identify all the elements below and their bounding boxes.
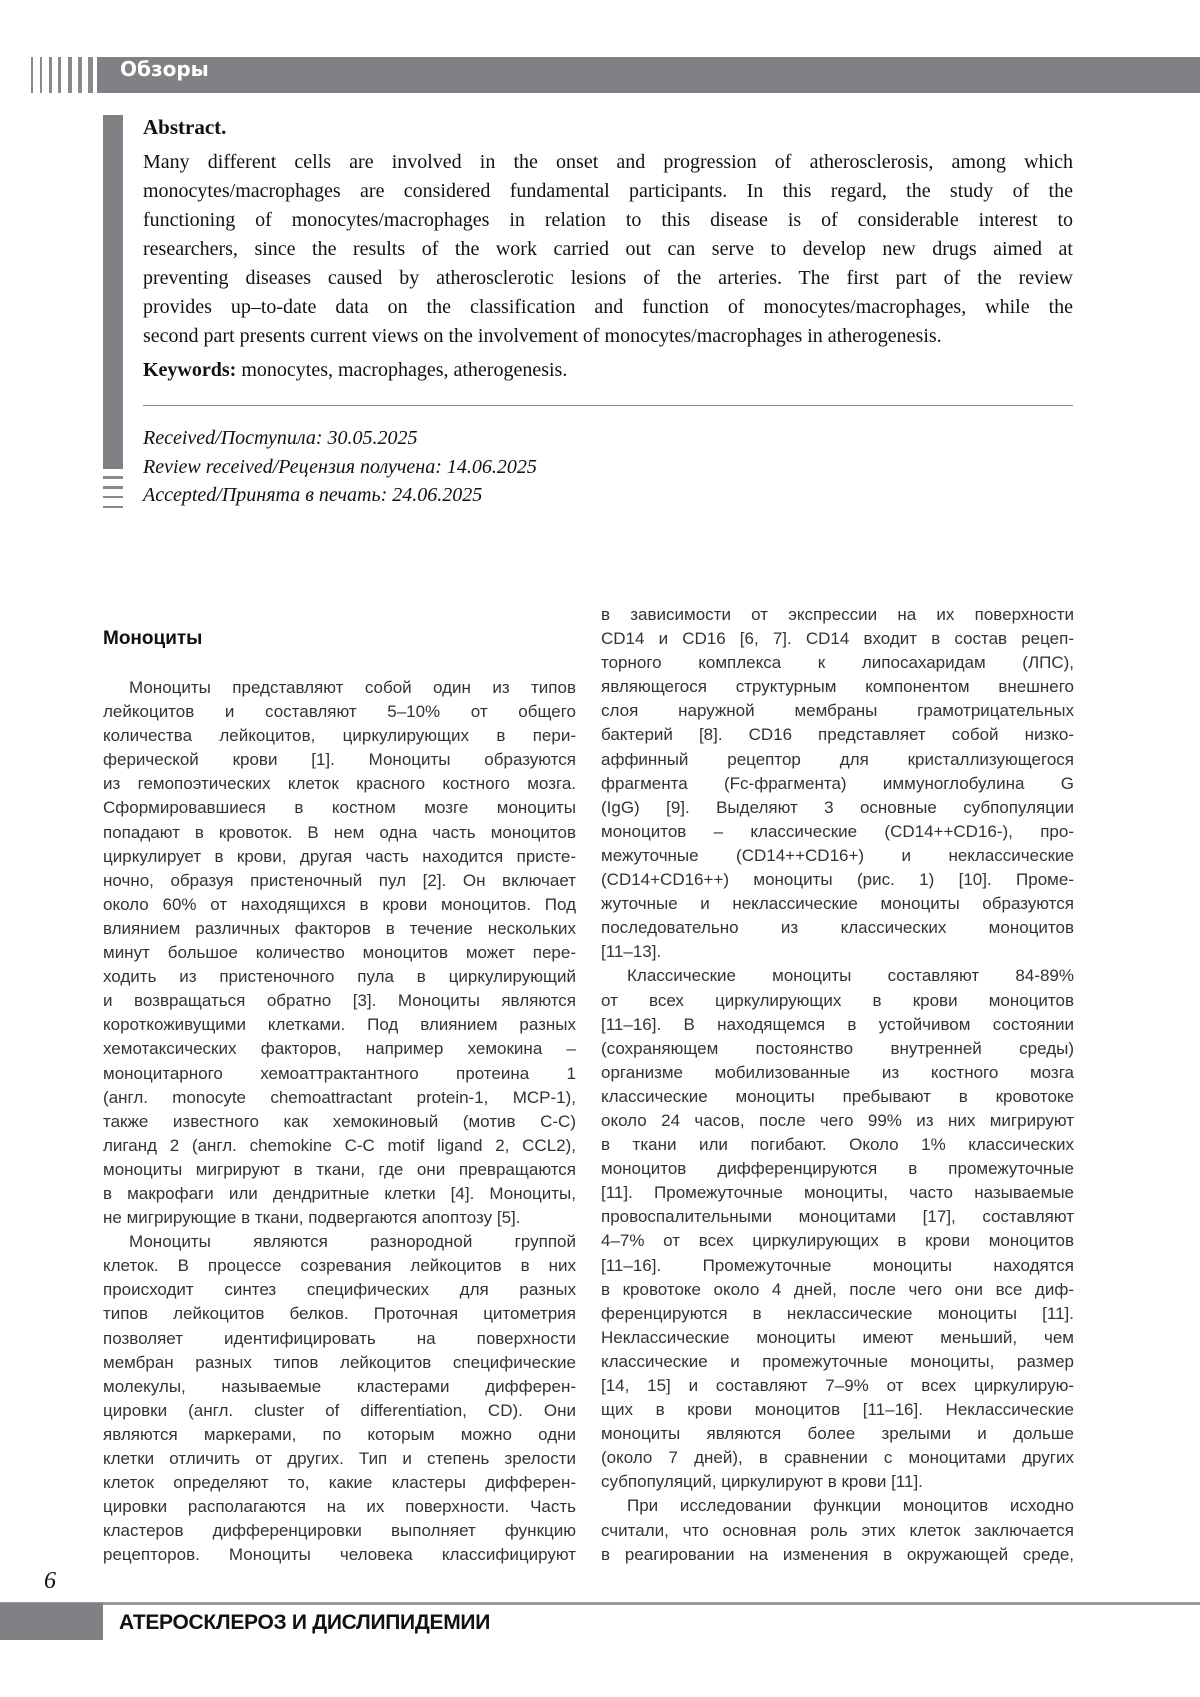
text-line: в макрофаги или дендритные клетки [4]. Моноциты, bbox=[103, 1182, 576, 1206]
text-line: (сохраняющем постоянство внутренней среды) bbox=[601, 1037, 1074, 1061]
section-heading: Моноциты bbox=[103, 628, 202, 650]
text-line: CD14 и CD16 [6, 7]. CD14 входит в состав рецеп- bbox=[601, 627, 1074, 651]
text-line: минут большое количество моноцитов может пере- bbox=[103, 941, 576, 965]
text-line: количества лейкоцитов, циркулирующих в пери- bbox=[103, 724, 576, 748]
text-line: клеток определяют то, какие кластеры дифферен- bbox=[103, 1471, 576, 1495]
text-line: около 24 часов, после чего 99% из них мигрируют bbox=[601, 1109, 1074, 1133]
text-line: Неклассические моноциты имеют меньший, чем bbox=[601, 1326, 1074, 1350]
text-line: клеток. В процессе созревания лейкоцитов в них bbox=[103, 1254, 576, 1278]
article-dates bbox=[143, 424, 537, 510]
text-line: (IgG) [9]. Выделяют 3 основные субпопуляции bbox=[601, 796, 1074, 820]
keywords-label: Keywords: bbox=[143, 359, 236, 381]
text-line: в зависимости от экспрессии на их поверхности bbox=[601, 603, 1074, 627]
text-line: из гемопоэтических клеток красного костного мозга. bbox=[103, 772, 576, 796]
text-line: короткоживущими клетками. Под влиянием разных bbox=[103, 1013, 576, 1037]
text-line: жуточные и неклассические моноциты образуются bbox=[601, 892, 1074, 916]
text-line: бактерий [8]. CD16 представляет собой низко- bbox=[601, 723, 1074, 747]
text-line: и возвращаться обратно [3]. Моноциты являются bbox=[103, 989, 576, 1013]
text-line: При исследовании функции моноцитов исходно bbox=[601, 1494, 1074, 1518]
text-line: от всех циркулирующих в крови моноцитов bbox=[601, 989, 1074, 1013]
text-line: аффинный рецептор для кристаллизующегося bbox=[601, 748, 1074, 772]
text-line: не мигрирующие в ткани, подвергаются апоптозу [5]. bbox=[103, 1206, 576, 1230]
text-line: лиганд 2 (англ. chemokine C-C motif ligand 2, CCL2), bbox=[103, 1134, 576, 1158]
text-line: считали, что основная роль этих клеток заключается bbox=[601, 1519, 1074, 1543]
text-line: моноцитов дифференцируются в промежуточные bbox=[601, 1157, 1074, 1181]
header-stripes bbox=[30, 57, 96, 93]
text-line: происходит синтез специфических для разных bbox=[103, 1278, 576, 1302]
text-line: провоспалительными моноцитами [17], составляют bbox=[601, 1205, 1074, 1229]
text-line: позволяет идентифицировать на поверхности bbox=[103, 1327, 576, 1351]
abstract-line: preventing diseases caused by atherosclerotic lesions of the arteries. The first part of the review bbox=[143, 264, 1073, 293]
abstract-line: researchers, since the results of the work carried out can serve to develop new drugs aimed at bbox=[143, 235, 1073, 264]
journal-title: АТЕРОСКЛЕРОЗ И ДИСЛИПИДЕМИИ bbox=[119, 1611, 490, 1635]
text-line: (CD14+CD16++) моноциты (рис. 1) [10]. Проме- bbox=[601, 868, 1074, 892]
text-line: лейкоцитов и составляют 5–10% от общего bbox=[103, 700, 576, 724]
text-line: классические моноциты пребывают в кровотоке bbox=[601, 1085, 1074, 1109]
text-line: [11–16]. В находящемся в устойчивом состоянии bbox=[601, 1013, 1074, 1037]
text-line: (около 7 дней), в сравнении с моноцитами других bbox=[601, 1446, 1074, 1470]
footer-block bbox=[0, 1603, 103, 1640]
abstract-line: Many different cells are involved in the onset and progression of atherosclerosis, among which bbox=[143, 148, 1073, 177]
text-line: также известного как хемокиновый (мотив C-C) bbox=[103, 1110, 576, 1134]
abstract-title: Abstract. bbox=[143, 113, 226, 141]
text-line: влиянием различных факторов в течение нескольких bbox=[103, 917, 576, 941]
text-line: щих в крови моноцитов [11–16]. Неклассические bbox=[601, 1398, 1074, 1422]
paragraph bbox=[601, 1494, 1074, 1566]
text-line: в ткани или погибают. Около 1% классических bbox=[601, 1133, 1074, 1157]
text-line: в кровотоке около 4 дней, после чего они все диф- bbox=[601, 1278, 1074, 1302]
keywords bbox=[143, 356, 567, 384]
text-line: [11]. Промежуточные моноциты, часто называемые bbox=[601, 1181, 1074, 1205]
text-line: фрагмента (Fc-фрагмента) иммуноглобулина G bbox=[601, 772, 1074, 796]
text-line: попадают в кровоток. В нем одна часть моноцитов bbox=[103, 821, 576, 845]
received-date: Received/Поступила: 30.05.2025 bbox=[143, 424, 537, 453]
divider bbox=[143, 405, 1073, 406]
abstract-line: provides up–to-date data on the classification and function of monocytes/macrophages, while the bbox=[143, 293, 1073, 322]
abstract-line: functioning of monocytes/macrophages in relation to this disease is of considerable interest to bbox=[143, 206, 1073, 235]
text-line: моноциты мигрируют в ткани, где они превращаются bbox=[103, 1158, 576, 1182]
abstract-line: second part presents current views on the involvement of monocytes/macrophages in atherogenesis. bbox=[143, 322, 1073, 351]
section-label: Обзоры bbox=[120, 57, 209, 81]
keywords-value: monocytes, macrophages, atherogenesis. bbox=[236, 359, 567, 381]
text-line: Сформировавшиеся в костном мозге моноциты bbox=[103, 796, 576, 820]
text-line: ночно, образуя пристеночный пул [2]. Он включает bbox=[103, 869, 576, 893]
text-line: в реагировании на изменения в окружающей среде, bbox=[601, 1543, 1074, 1567]
text-line: моноцитарного хемоаттрактантного протеина 1 bbox=[103, 1062, 576, 1086]
text-line: последовательно из классических моноцитов bbox=[601, 916, 1074, 940]
abstract-side-bar bbox=[103, 115, 123, 469]
paragraph bbox=[103, 676, 576, 1230]
text-line: около 60% от находящихся в крови моноцитов. Под bbox=[103, 893, 576, 917]
paragraph bbox=[103, 1230, 576, 1567]
text-column-right bbox=[601, 603, 1074, 1567]
text-line: клетки отличить от других. Тип и степень зрелости bbox=[103, 1447, 576, 1471]
text-line: кластеров дифференцировки выполняет функцию bbox=[103, 1519, 576, 1543]
text-line: ферической крови [1]. Моноциты образуются bbox=[103, 748, 576, 772]
text-line: субпопуляций, циркулируют в крови [11]. bbox=[601, 1470, 1074, 1494]
abstract-line: monocytes/macrophages are considered fundamental participants. In this regard, the study of the bbox=[143, 177, 1073, 206]
text-line: хемотаксических факторов, например хемокина – bbox=[103, 1037, 576, 1061]
text-column-left bbox=[103, 676, 576, 1567]
text-line: [11–16]. Промежуточные моноциты находятся bbox=[601, 1254, 1074, 1278]
text-line: организме мобилизованные из костного мозга bbox=[601, 1061, 1074, 1085]
text-line: молекулы, называемые кластерами дифферен- bbox=[103, 1375, 576, 1399]
text-line: являющегося структурным компонентом внешнего bbox=[601, 675, 1074, 699]
text-line: классические и промежуточные моноциты, размер bbox=[601, 1350, 1074, 1374]
text-line: Классические моноциты составляют 84-89% bbox=[601, 964, 1074, 988]
text-line: 4–7% от всех циркулирующих в крови моноцитов bbox=[601, 1229, 1074, 1253]
text-line: циркулирует в крови, другая часть находится присте- bbox=[103, 845, 576, 869]
page-number: 6 bbox=[44, 1568, 56, 1595]
text-line: (англ. monocyte chemoattractant protein-1, MCP-1), bbox=[103, 1086, 576, 1110]
footer-rule bbox=[0, 1602, 1200, 1605]
text-line: Моноциты представляют собой один из типов bbox=[103, 676, 576, 700]
text-line: Моноциты являются разнородной группой bbox=[103, 1230, 576, 1254]
accepted-date: Accepted/Принята в печать: 24.06.2025 bbox=[143, 481, 537, 510]
paragraph bbox=[601, 964, 1074, 1494]
text-line: ходить из пристеночного пула в циркулирующий bbox=[103, 965, 576, 989]
text-line: [14, 15] и составляют 7–9% от всех циркулирую- bbox=[601, 1374, 1074, 1398]
text-line: рецепторов. Моноциты человека классифицируют bbox=[103, 1543, 576, 1567]
text-line: межуточные (CD14++CD16+) и неклассические bbox=[601, 844, 1074, 868]
text-line: цировки располагаются на их поверхности. Часть bbox=[103, 1495, 576, 1519]
text-line: цировки (англ. cluster of differentiation, CD). Они bbox=[103, 1399, 576, 1423]
text-line: ференцируются в неклассические моноциты [11]. bbox=[601, 1302, 1074, 1326]
paragraph bbox=[601, 603, 1074, 964]
text-line: моноциты являются более зрелыми и дольше bbox=[601, 1422, 1074, 1446]
text-line: типов лейкоцитов белков. Проточная цитометрия bbox=[103, 1302, 576, 1326]
review-date: Review received/Рецензия получена: 14.06.2025 bbox=[143, 453, 537, 482]
text-line: моноцитов – классические (CD14++CD16-), про- bbox=[601, 820, 1074, 844]
text-line: мембран разных типов лейкоцитов специфические bbox=[103, 1351, 576, 1375]
abstract-body bbox=[143, 148, 1073, 351]
text-line: слоя наружной мембраны грамотрицательных bbox=[601, 699, 1074, 723]
text-line: [11–13]. bbox=[601, 940, 1074, 964]
section-header-bar bbox=[97, 57, 1200, 93]
text-line: являются маркерами, по которым можно одни bbox=[103, 1423, 576, 1447]
text-line: торного комплекса к липосахаридам (ЛПС), bbox=[601, 651, 1074, 675]
